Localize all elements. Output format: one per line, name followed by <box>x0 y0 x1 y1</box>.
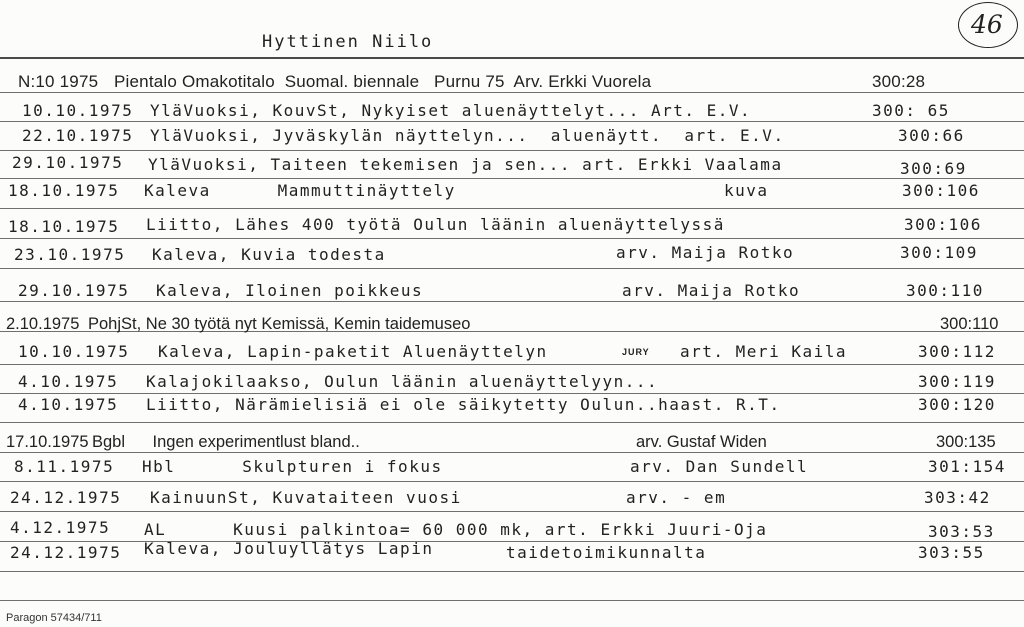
entry-extra: arv. Maija Rotko <box>622 281 801 300</box>
entry-ref: 301:154 <box>928 457 1006 476</box>
entry-text: Bgbl Ingen experimentlust bland.. <box>92 433 360 451</box>
entry-text: PohjSt, Ne 30 työtä nyt Kemissä, Kemin taidemuseo <box>88 315 471 333</box>
entry-ref: 300:110 <box>940 315 999 333</box>
entry-date: 4.10.1975 <box>18 372 119 391</box>
entry-ref: 300:110 <box>906 281 984 300</box>
rule-line <box>0 178 1024 179</box>
entry-ref: 300:135 <box>936 433 996 451</box>
rule-line <box>0 511 1024 512</box>
entry-text: Pientalo Omakotitalo Suomal. biennale Purnu 75 Arv. Erkki Vuorela <box>114 72 652 91</box>
card-number-circle <box>958 2 1018 48</box>
entry-date: 10.10.1975 <box>22 101 134 120</box>
card-number: 46 <box>971 10 1003 39</box>
entry-extra: kuva <box>724 181 769 200</box>
entry-text: YläVuoksi, Taiteen tekemisen ja sen... art. Erkki Vaalama <box>148 155 783 174</box>
entry-text: YläVuoksi, Jyväskylän näyttelyn... aluenäytt. art. E.V. <box>150 126 785 145</box>
entry-extra: taidetoimikunnalta <box>506 543 707 562</box>
entry-date: 4.12.1975 <box>10 518 111 537</box>
entry-ref: 300: 65 <box>872 101 950 120</box>
entry-text: Kaleva, Lapin-paketit Aluenäyttelyn <box>158 342 548 361</box>
entry-date: 18.10.1975 <box>8 217 120 236</box>
rule-line <box>0 571 1024 572</box>
entry-date: 2.10.1975 <box>6 315 80 333</box>
rule-line <box>0 422 1024 423</box>
entry-date: N:10 1975 <box>18 72 99 91</box>
rule-line <box>0 452 1024 453</box>
artist-name: Hyttinen Niilo <box>262 32 434 52</box>
entry-text: Liitto, Närämielisiä ei ole säikytetty Oulun..haast. R.T. <box>146 395 781 414</box>
entry-text: Liitto, Lähes 400 työtä Oulun läänin aluenäyttelyssä <box>146 215 725 234</box>
entry-date: 24.12.1975 <box>10 488 122 507</box>
entry-text: KainuunSt, Kuvataiteen vuosi <box>150 488 462 507</box>
entry-text: Kalajokilaakso, Oulun läänin aluenäyttelyyn... <box>146 372 659 391</box>
entry-text: AL Kuusi palkintoa= 60 000 mk, art. Erkki Juuri-Oja <box>144 520 768 539</box>
entry-date: 22.10.1975 <box>22 126 134 145</box>
entry-text: Kaleva, Iloinen poikkeus <box>156 281 424 300</box>
entry-ref: 303:53 <box>928 522 995 541</box>
rule-line <box>0 364 1024 365</box>
entry-text: YläVuoksi, KouvSt, Nykyiset aluenäyttelyt... Art. E.V. <box>150 101 752 120</box>
entry-date: 8.11.1975 <box>14 457 115 476</box>
entry-ref: 300:69 <box>900 159 967 178</box>
entry-date: 17.10.1975 <box>6 433 89 451</box>
entry-text: Hbl Skulpturen i fokus <box>142 457 443 476</box>
entry-extra: arv. Dan Sundell <box>630 457 809 476</box>
rule-line <box>0 301 1024 302</box>
entry-ref: 300:120 <box>918 395 996 414</box>
entry-text: Kaleva, Jouluyllätys Lapin <box>144 539 434 558</box>
entry-ref: 300:66 <box>898 126 965 145</box>
rule-line <box>0 121 1024 122</box>
entry-ref: 300:112 <box>918 342 996 361</box>
form-footer: Paragon 57434/711 <box>6 612 102 624</box>
entry-text: Kaleva Mammuttinäyttely <box>144 181 456 200</box>
entry-ref: 303:55 <box>918 543 985 562</box>
header-rule <box>0 57 1024 59</box>
entry-ref: 300:28 <box>872 72 926 91</box>
rule-line <box>0 238 1024 239</box>
entry-ref: 303:42 <box>924 488 991 507</box>
entry-ref: 300:119 <box>918 372 996 391</box>
entry-extra: arv. Maija Rotko <box>616 243 795 262</box>
entry-extra: arv. Gustaf Widen <box>636 433 767 451</box>
entry-extra: arv. - em <box>626 488 727 507</box>
entry-ref: 300:106 <box>904 215 982 234</box>
entry-extra: art. Meri Kaila <box>680 342 847 361</box>
entry-date: 4.10.1975 <box>18 395 119 414</box>
rule-line <box>0 268 1024 269</box>
entry-date: 29.10.1975 <box>12 153 124 172</box>
rule-line <box>0 600 1024 601</box>
entry-date: 10.10.1975 <box>18 342 130 361</box>
entry-text: Kaleva, Kuvia todesta <box>152 245 386 264</box>
rule-line <box>0 393 1024 394</box>
rule-line <box>0 208 1024 209</box>
rule-line <box>0 481 1024 482</box>
entry-date: 23.10.1975 <box>14 245 126 264</box>
entry-ref: 300:106 <box>902 181 980 200</box>
rule-line <box>0 92 1024 93</box>
entry-date: 18.10.1975 <box>8 181 120 200</box>
entry-ref: 300:109 <box>900 243 978 262</box>
entry-date: 24.12.1975 <box>10 543 122 562</box>
jury-note: JURY <box>622 347 650 357</box>
entry-date: 29.10.1975 <box>18 281 130 300</box>
rule-line <box>0 150 1024 151</box>
